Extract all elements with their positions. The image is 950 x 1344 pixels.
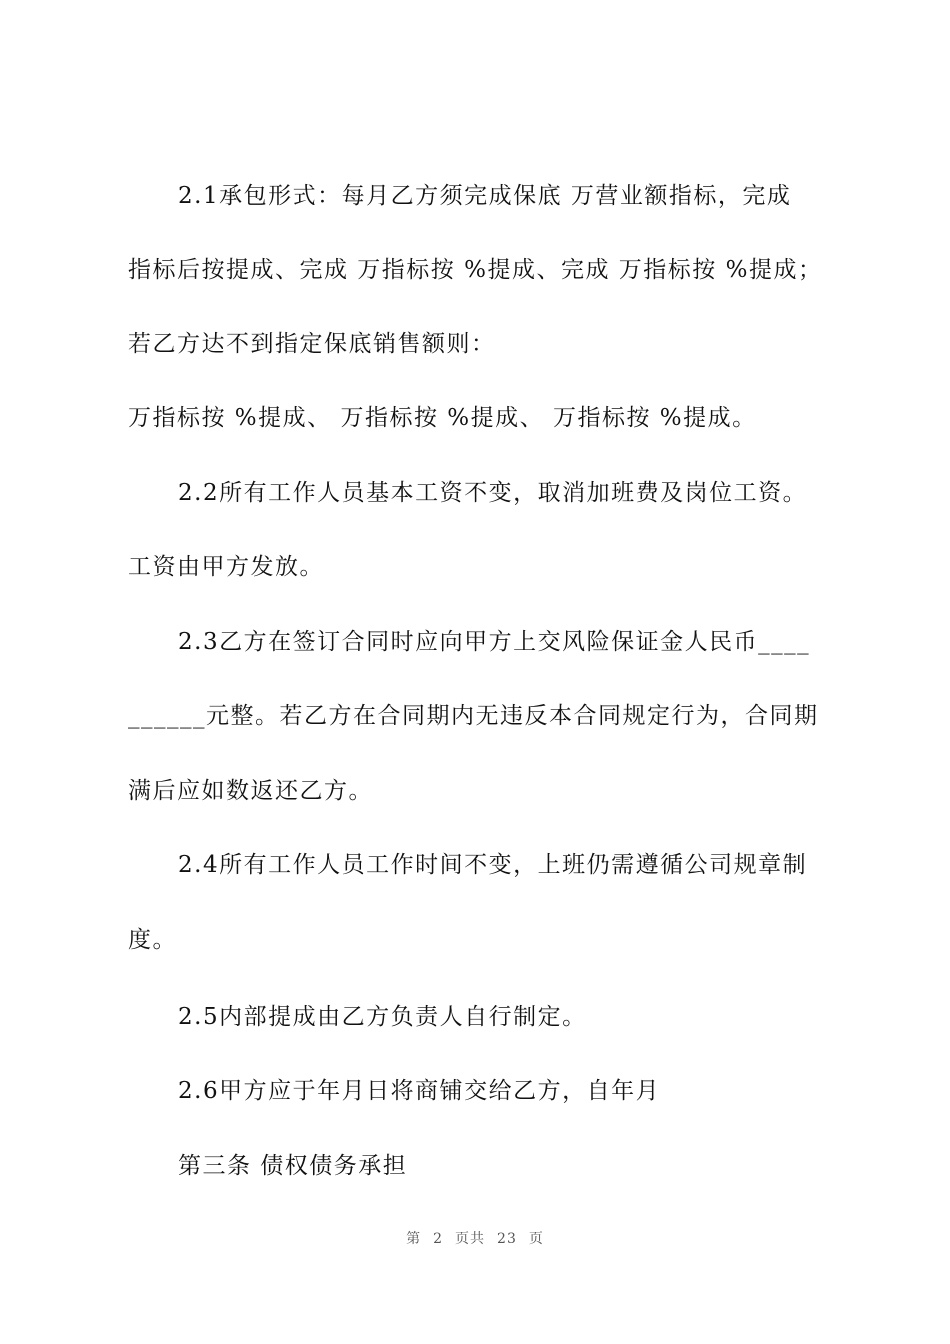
paragraph-2-4-line-2: 度。 [128, 927, 177, 953]
paragraph-2-1-line-1: 2.1承包形式：每月乙方须完成保底 万营业额指标，完成 [178, 183, 792, 209]
paragraph-2-1-line-2: 指标后按提成、完成 万指标按 %提成、完成 万指标按 %提成； [128, 257, 823, 283]
paragraph-2-3-line-1: 2.3乙方在签订合同时应向甲方上交风险保证金人民币____ [178, 629, 811, 655]
paragraph-2-3-line-3: 满后应如数返还乙方。 [128, 778, 373, 804]
page-footer [0, 1228, 950, 1248]
paragraph-2-1-line-3: 若乙方达不到指定保底销售额则： [128, 331, 496, 357]
footer-prefix: 第 [406, 1231, 422, 1247]
paragraph-2-1-line-4: 万指标按 %提成、 万指标按 %提成、 万指标按 %提成。 [128, 405, 757, 431]
footer-middle: 页共 [455, 1231, 486, 1247]
footer-total-pages: 23 [497, 1231, 517, 1247]
paragraph-2-2-line-1: 2.2所有工作人员基本工资不变，取消加班费及岗位工资。 [178, 480, 808, 506]
footer-suffix: 页 [528, 1231, 544, 1247]
section-heading-3: 第三条 债权债务承担 [178, 1153, 408, 1179]
paragraph-2-6: 2.6甲方应于年月日将商铺交给乙方，自年月 [178, 1078, 661, 1104]
paragraph-2-3-line-2: ______元整。若乙方在合同期内无违反本合同规定行为，合同期 [128, 703, 819, 729]
paragraph-2-5: 2.5内部提成由乙方负责人自行制定。 [178, 1004, 587, 1030]
footer-current-page: 2 [433, 1231, 444, 1247]
paragraph-2-4-line-1: 2.4所有工作人员工作时间不变，上班仍需遵循公司规章制 [178, 852, 808, 878]
paragraph-2-2-line-2: 工资由甲方发放。 [128, 554, 324, 580]
